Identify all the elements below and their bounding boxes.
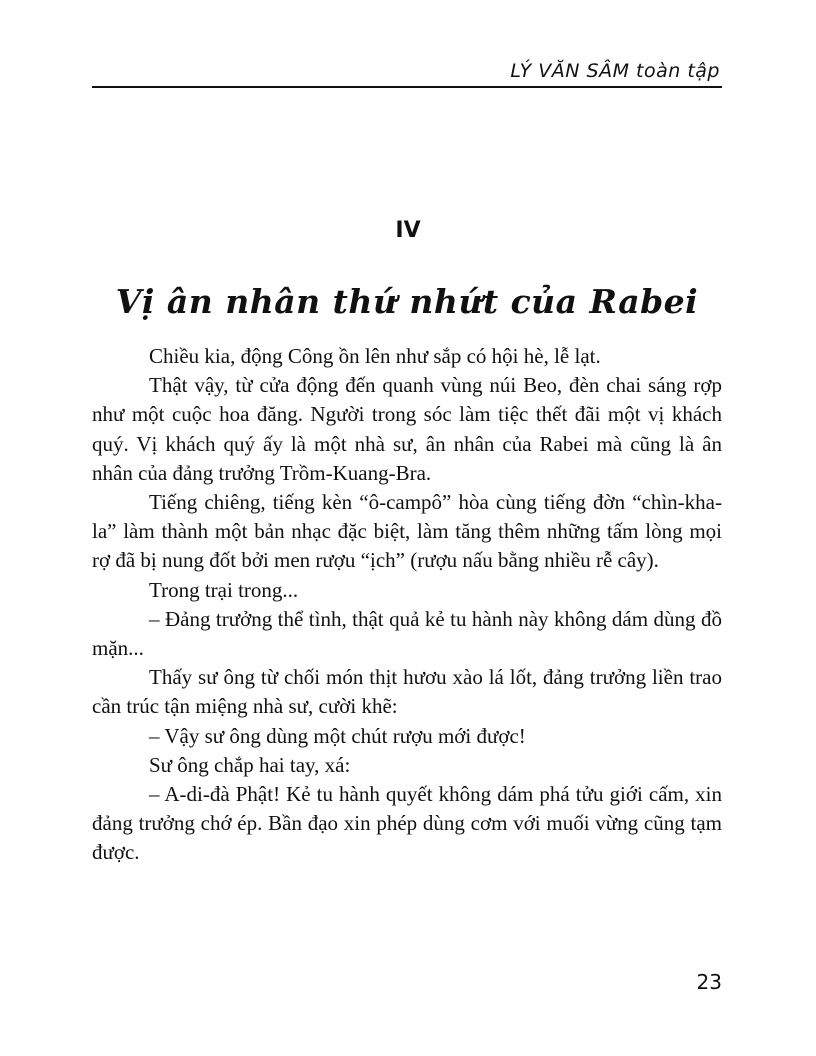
paragraph: Tiếng chiêng, tiếng kèn “ô-campô” hòa cùng tiếng đờn “chìn-kha-la” làm thành một bản nhạc đặc biệt, làm tăng thêm những tấm lòng mọi rợ đã bị nung đốt bởi men rượu “ịch” (rượu nấu bằng nhiều rễ cây).: [92, 490, 722, 573]
body-text: [92, 342, 722, 868]
paragraph: Thấy sư ông từ chối món thịt hươu xào lá lốt, đảng trưởng liền trao cần trúc tận miệng nhà sư, cười khẽ:: [92, 665, 722, 719]
paragraph-dialogue: – Vậy sư ông dùng một chút rượu mới được!: [149, 723, 526, 748]
paragraph: Chiều kia, động Công ồn lên như sắp có hội hè, lễ lạt.: [149, 344, 601, 368]
paragraph-dialogue: – A-di-đà Phật! Kẻ tu hành quyết không dám phá tửu giới cấm, xin đảng trưởng chớ ép. Bần đạo xin phép dùng cơm với muối vừng cũng tạm được.: [92, 782, 722, 865]
running-header: [92, 58, 722, 88]
chapter-number: IV: [395, 218, 421, 243]
running-header-title: LÝ VĂN SÂM toàn tập: [510, 60, 720, 82]
paragraph: Thật vậy, từ cửa động đến quanh vùng núi Beo, đèn chai sáng rợp như một cuộc hoa đăng. Người trong sóc làm tiệc thết đãi một vị khách quý. Vị khách quý ấy là một nhà sư, ân nhân của Rabei mà cũng là ân nhân của đảng trưởng Trồm-Kuang-Bra.: [92, 373, 722, 485]
paragraph: Sư ông chắp hai tay, xá:: [149, 752, 351, 777]
chapter-title: Vị ân nhân thứ nhứt của Rabei: [115, 282, 699, 321]
page-number: 23: [696, 970, 722, 994]
paragraph-dialogue: – Đảng trưởng thể tình, thật quả kẻ tu hành này không dám dùng đồ mặn...: [92, 606, 722, 661]
paragraph: Trong trại trong...: [149, 577, 299, 602]
